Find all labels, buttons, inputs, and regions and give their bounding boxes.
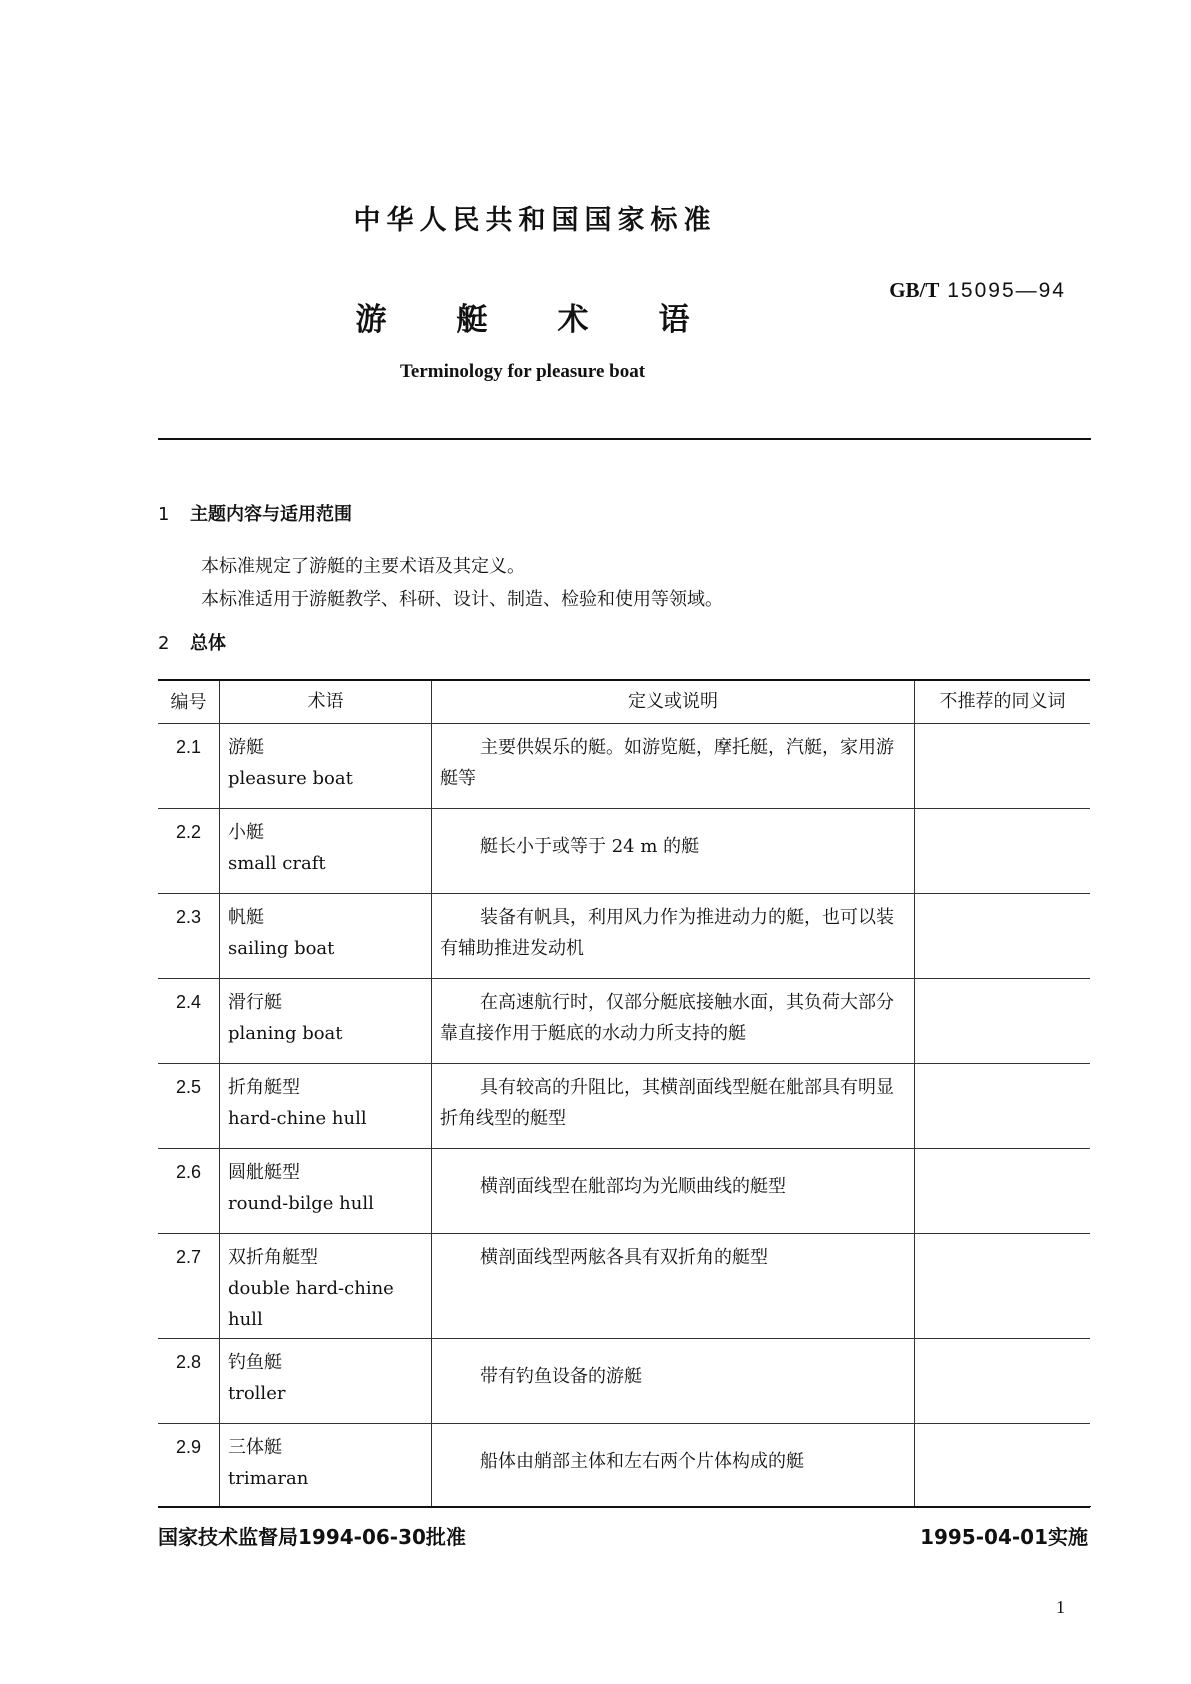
table-row	[158, 1234, 1090, 1339]
term-synonym	[915, 1149, 1090, 1233]
terminology-table	[158, 679, 1090, 1508]
paragraph: 本标准规定了游艇的主要术语及其定义。	[201, 556, 525, 577]
term-cell	[220, 979, 432, 1063]
term-en: double hard-chine hull	[228, 1278, 394, 1330]
implementation-date: 1995-04-01实施	[920, 1525, 1088, 1549]
term-cell	[220, 809, 432, 893]
document-title: 游艇术语	[355, 302, 760, 338]
section-title: 总体	[190, 633, 226, 654]
header-rule	[158, 438, 1091, 440]
term-cn: 钓鱼艇	[228, 1352, 282, 1373]
national-standard-heading: 中华人民共和国国家标准	[353, 205, 717, 236]
term-number: 2.4	[158, 979, 220, 1063]
table-row	[158, 809, 1090, 894]
document-subtitle: Terminology for pleasure boat	[399, 361, 646, 382]
term-cell	[220, 1149, 432, 1233]
term-synonym	[915, 1339, 1090, 1423]
term-cn: 帆艇	[228, 907, 264, 928]
term-number: 2.5	[158, 1064, 220, 1148]
table-row	[158, 1339, 1090, 1424]
term-number: 2.3	[158, 894, 220, 978]
term-number: 2.9	[158, 1424, 220, 1506]
section-2-heading	[158, 629, 226, 655]
table-row	[158, 894, 1090, 979]
section-1-heading	[158, 500, 352, 526]
term-number: 2.2	[158, 809, 220, 893]
header-cell-definition: 定义或说明	[432, 681, 915, 723]
term-definition: 在高速航行时，仅部分艇底接触水面，其负荷大部分靠直接作用于艇底的水动力所支持的艇	[432, 979, 915, 1063]
term-number: 2.6	[158, 1149, 220, 1233]
term-cn: 小艇	[228, 822, 264, 843]
table-row	[158, 1149, 1090, 1234]
term-definition: 主要供娱乐的艇。如游览艇，摩托艇，汽艇，家用游艇等	[432, 724, 915, 808]
code-number: 15095—94	[947, 279, 1066, 302]
header-cell-synonym: 不推荐的同义词	[939, 691, 1066, 712]
term-en: trimaran	[228, 1468, 309, 1489]
term-cn: 三体艇	[228, 1437, 282, 1458]
header-cell-term: 术语	[220, 681, 432, 723]
term-cell	[220, 724, 432, 808]
term-number: 2.1	[158, 724, 220, 808]
term-definition: 装备有帆具，利用风力作为推进动力的艇，也可以装有辅助推进发动机	[432, 894, 915, 978]
term-cell	[220, 1064, 432, 1148]
term-en: planing boat	[228, 1023, 343, 1044]
term-synonym	[915, 724, 1090, 808]
table-row	[158, 1424, 1090, 1506]
footer-rule	[158, 1506, 1091, 1507]
table-row	[158, 724, 1090, 809]
term-cn: 圆舭艇型	[228, 1162, 300, 1183]
term-en: troller	[228, 1383, 286, 1404]
page-number: 1	[1056, 1597, 1065, 1617]
term-number: 2.7	[158, 1234, 220, 1338]
term-definition: 带有钓鱼设备的游艇	[432, 1339, 915, 1423]
term-en: pleasure boat	[228, 768, 353, 789]
term-cell	[220, 1424, 432, 1506]
term-cn: 双折角艇型	[228, 1247, 318, 1268]
term-cell	[220, 1339, 432, 1423]
code-prefix: GB/T	[889, 278, 940, 302]
term-synonym	[915, 1234, 1090, 1338]
section-number: 1	[158, 504, 170, 525]
term-en: round-bilge hull	[228, 1193, 374, 1214]
term-synonym	[915, 1424, 1090, 1506]
table-header-row	[158, 681, 1090, 724]
header-cell-number: 编号	[158, 681, 220, 723]
term-cn: 折角艇型	[228, 1077, 300, 1098]
term-definition: 艇长小于或等于 24 m 的艇	[432, 809, 915, 893]
term-cn: 滑行艇	[228, 992, 282, 1013]
approval-info: 国家技术监督局1994-06-30批准	[158, 1525, 466, 1549]
term-definition: 具有较高的升阻比，其横剖面线型艇在舭部具有明显折角线型的艇型	[432, 1064, 915, 1148]
table-row	[158, 1064, 1090, 1149]
term-synonym	[915, 809, 1090, 893]
term-en: sailing boat	[228, 938, 335, 959]
term-en: hard-chine hull	[228, 1108, 367, 1129]
term-synonym	[915, 1064, 1090, 1148]
term-en: small craft	[228, 853, 326, 874]
paragraph: 本标准适用于游艇教学、科研、设计、制造、检验和使用等领域。	[201, 589, 723, 610]
term-number: 2.8	[158, 1339, 220, 1423]
term-cn: 游艇	[228, 737, 264, 758]
table-row	[158, 979, 1090, 1064]
section-number: 2	[158, 633, 170, 654]
term-synonym	[915, 979, 1090, 1063]
term-cell	[220, 894, 432, 978]
term-definition: 横剖面线型在舭部均为光顺曲线的艇型	[432, 1149, 915, 1233]
term-synonym	[915, 894, 1090, 978]
section-title: 主题内容与适用范围	[190, 504, 352, 525]
term-definition: 横剖面线型两舷各具有双折角的艇型	[432, 1234, 915, 1338]
term-definition: 船体由艄部主体和左右两个片体构成的艇	[432, 1424, 915, 1506]
term-cell	[220, 1234, 432, 1338]
